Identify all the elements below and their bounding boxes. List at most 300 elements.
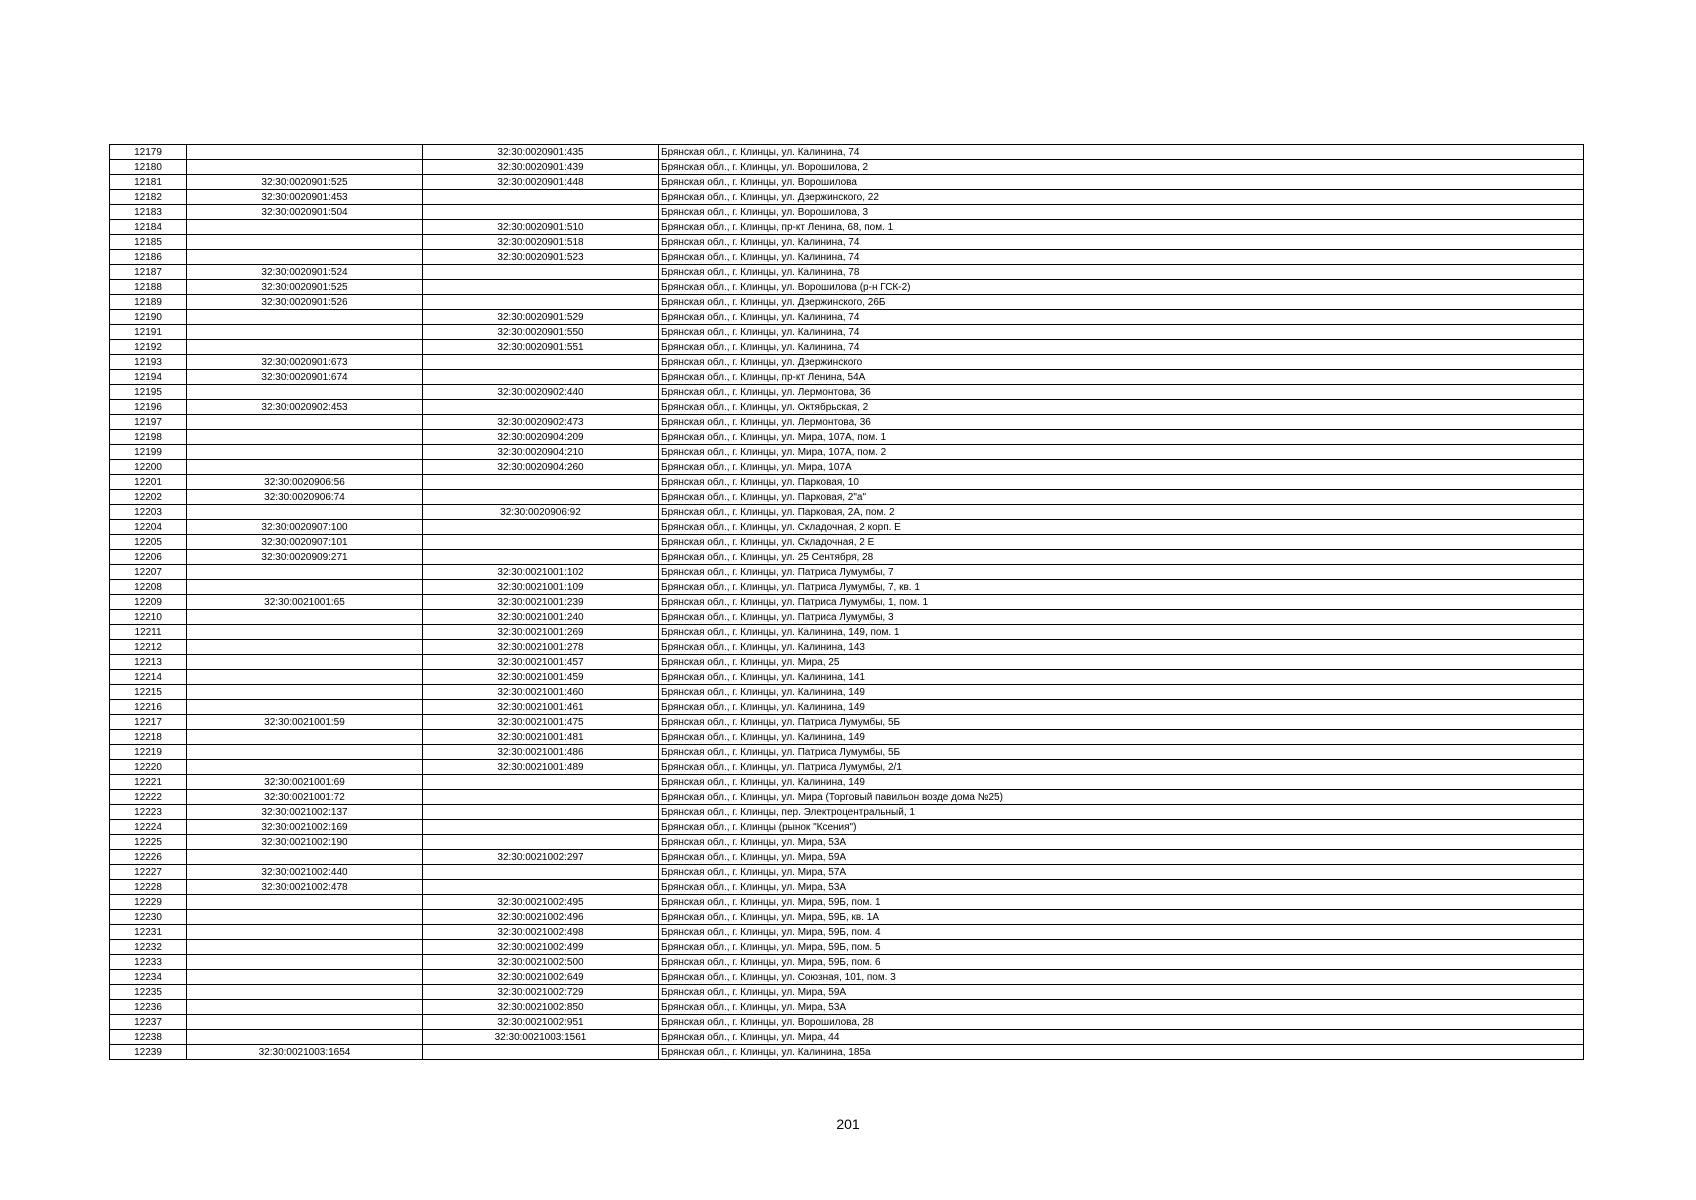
table-row [110,925,1584,940]
page-number: 201 [836,1116,860,1132]
cadastral-number-land-cell: 32:30:0020906:74 [187,490,423,505]
cadastral-number-object-cell: 32:30:0021001:475 [423,715,659,730]
table-row [110,520,1584,535]
address-cell: Брянская обл., г. Клинцы, ул. Калинина, 74 [659,340,1584,355]
table-row [110,1030,1584,1045]
cadastral-number-object-cell: 32:30:0021001:460 [423,685,659,700]
row-number-cell: 12196 [110,400,187,415]
cadastral-number-object-cell: 32:30:0021001:486 [423,745,659,760]
cadastral-number-object-cell: 32:30:0020906:92 [423,505,659,520]
table-row [110,865,1584,880]
row-number-cell: 12179 [110,145,187,160]
cadastral-number-land-cell: 32:30:0020902:453 [187,400,423,415]
table-row [110,880,1584,895]
row-number-cell: 12229 [110,895,187,910]
cadastral-number-land-cell: 32:30:0020901:453 [187,190,423,205]
address-cell: Брянская обл., г. Клинцы, ул. Ворошилова (р-н ГСК-2) [659,280,1584,295]
row-number-cell: 12202 [110,490,187,505]
cadastral-number-land-cell: 32:30:0020907:101 [187,535,423,550]
cadastral-number-object-cell: 32:30:0020901:518 [423,235,659,250]
table-row [110,580,1584,595]
address-cell: Брянская обл., г. Клинцы, ул. Калинина, 149 [659,730,1584,745]
address-cell: Брянская обл., г. Клинцы, ул. Мира, 57А [659,865,1584,880]
cadastral-number-land-cell [187,505,423,520]
cadastral-number-object-cell: 32:30:0021002:499 [423,940,659,955]
row-number-cell: 12233 [110,955,187,970]
address-cell: Брянская обл., г. Клинцы, ул. Мира, 107А, пом. 2 [659,445,1584,460]
row-number-cell: 12208 [110,580,187,595]
row-number-cell: 12207 [110,565,187,580]
cadastral-number-object-cell [423,475,659,490]
address-cell: Брянская обл., г. Клинцы, пер. Электроцентральный, 1 [659,805,1584,820]
row-number-cell: 12190 [110,310,187,325]
address-cell: Брянская обл., г. Клинцы, ул. Парковая, 2А, пом. 2 [659,505,1584,520]
table-row [110,700,1584,715]
address-cell: Брянская обл., г. Клинцы (рынок "Ксения") [659,820,1584,835]
address-cell: Брянская обл., г. Клинцы, ул. Мира, 107А [659,460,1584,475]
table-row [110,715,1584,730]
cadastral-number-land-cell [187,925,423,940]
table-row [110,625,1584,640]
address-cell: Брянская обл., г. Клинцы, ул. Мира, 59А [659,985,1584,1000]
table-row [110,370,1584,385]
table-row [110,325,1584,340]
cadastral-number-land-cell [187,460,423,475]
cadastral-number-object-cell: 32:30:0021001:481 [423,730,659,745]
address-cell: Брянская обл., г. Клинцы, ул. Калинина, 149, пом. 1 [659,625,1584,640]
table-row [110,895,1584,910]
address-cell: Брянская обл., г. Клинцы, ул. Мира, 59А [659,850,1584,865]
address-cell: Брянская обл., г. Клинцы, ул. Калинина, 143 [659,640,1584,655]
cadastral-number-land-cell [187,385,423,400]
row-number-cell: 12209 [110,595,187,610]
cadastral-number-land-cell [187,250,423,265]
table-row [110,670,1584,685]
table-row [110,445,1584,460]
cadastral-number-object-cell [423,265,659,280]
cadastral-number-land-cell: 32:30:0020901:525 [187,280,423,295]
address-cell: Брянская обл., г. Клинцы, ул. Калинина, 74 [659,310,1584,325]
cadastral-number-land-cell: 32:30:0020909:271 [187,550,423,565]
cadastral-number-land-cell [187,565,423,580]
address-cell: Брянская обл., г. Клинцы, ул. Ворошилова [659,175,1584,190]
cadastral-number-object-cell: 32:30:0021002:500 [423,955,659,970]
cadastral-number-object-cell [423,295,659,310]
cadastral-number-object-cell: 32:30:0021002:496 [423,910,659,925]
cadastral-number-land-cell: 32:30:0021002:137 [187,805,423,820]
table-row [110,175,1584,190]
cadastral-number-object-cell [423,865,659,880]
cadastral-number-object-cell [423,790,659,805]
table-row [110,490,1584,505]
address-cell: Брянская обл., г. Клинцы, ул. Мира, 107А, пом. 1 [659,430,1584,445]
cadastral-number-land-cell [187,685,423,700]
cadastral-number-land-cell: 32:30:0020906:56 [187,475,423,490]
cadastral-number-land-cell [187,325,423,340]
row-number-cell: 12191 [110,325,187,340]
cadastral-number-land-cell [187,625,423,640]
cadastral-number-land-cell [187,310,423,325]
table-row [110,1045,1584,1060]
address-cell: Брянская обл., г. Клинцы, ул. Калинина, 74 [659,145,1584,160]
address-cell: Брянская обл., г. Клинцы, ул. Патриса Лумумбы, 7, кв. 1 [659,580,1584,595]
cadastral-number-object-cell: 32:30:0021001:239 [423,595,659,610]
table-row [110,505,1584,520]
cadastral-number-land-cell: 32:30:0020901:526 [187,295,423,310]
address-cell: Брянская обл., г. Клинцы, ул. Патриса Лумумбы, 1, пом. 1 [659,595,1584,610]
address-cell: Брянская обл., г. Клинцы, ул. Ворошилова, 3 [659,205,1584,220]
row-number-cell: 12212 [110,640,187,655]
row-number-cell: 12230 [110,910,187,925]
address-cell: Брянская обл., г. Клинцы, ул. Складочная, 2 Е [659,535,1584,550]
cadastral-number-object-cell: 32:30:0021002:498 [423,925,659,940]
table-row [110,430,1584,445]
cadastral-number-object-cell: 32:30:0021001:102 [423,565,659,580]
table-row [110,940,1584,955]
address-cell: Брянская обл., г. Клинцы, ул. Калинина, 149 [659,775,1584,790]
row-number-cell: 12237 [110,1015,187,1030]
address-cell: Брянская обл., г. Клинцы, ул. Парковая, 10 [659,475,1584,490]
row-number-cell: 12239 [110,1045,187,1060]
address-cell: Брянская обл., г. Клинцы, ул. Дзержинского, 26Б [659,295,1584,310]
cadastral-number-land-cell: 32:30:0021003:1654 [187,1045,423,1060]
table-row [110,475,1584,490]
row-number-cell: 12232 [110,940,187,955]
table-row [110,835,1584,850]
row-number-cell: 12211 [110,625,187,640]
address-cell: Брянская обл., г. Клинцы, ул. Ворошилова, 2 [659,160,1584,175]
row-number-cell: 12228 [110,880,187,895]
row-number-cell: 12199 [110,445,187,460]
table-row [110,400,1584,415]
cadastral-number-object-cell: 32:30:0021002:649 [423,970,659,985]
cadastral-number-land-cell: 32:30:0021001:59 [187,715,423,730]
cadastral-number-land-cell [187,415,423,430]
cadastral-number-object-cell: 32:30:0020904:210 [423,445,659,460]
address-cell: Брянская обл., г. Клинцы, ул. Октябрьская, 2 [659,400,1584,415]
table-row [110,265,1584,280]
cadastral-number-land-cell [187,640,423,655]
table-row [110,235,1584,250]
row-number-cell: 12221 [110,775,187,790]
cadastral-number-object-cell [423,835,659,850]
table-row [110,340,1584,355]
cadastral-number-object-cell: 32:30:0021001:457 [423,655,659,670]
row-number-cell: 12218 [110,730,187,745]
address-cell: Брянская обл., г. Клинцы, ул. Дзержинского, 22 [659,190,1584,205]
table-row [110,595,1584,610]
table-row [110,310,1584,325]
cadastral-number-land-cell [187,985,423,1000]
cadastral-number-object-cell [423,190,659,205]
table-row [110,250,1584,265]
address-cell: Брянская обл., г. Клинцы, ул. Калинина, 141 [659,670,1584,685]
cadastral-number-object-cell: 32:30:0021002:495 [423,895,659,910]
cadastral-number-object-cell: 32:30:0021002:951 [423,1015,659,1030]
row-number-cell: 12187 [110,265,187,280]
address-cell: Брянская обл., г. Клинцы, ул. Патриса Лумумбы, 5Б [659,745,1584,760]
cadastral-number-land-cell: 32:30:0020901:504 [187,205,423,220]
cadastral-number-object-cell [423,355,659,370]
cadastral-number-object-cell [423,280,659,295]
address-cell: Брянская обл., г. Клинцы, ул. Калинина, 149 [659,700,1584,715]
row-number-cell: 12238 [110,1030,187,1045]
address-cell: Брянская обл., г. Клинцы, ул. Калинина, 78 [659,265,1584,280]
row-number-cell: 12205 [110,535,187,550]
cadastral-number-land-cell: 32:30:0021002:478 [187,880,423,895]
cadastral-number-land-cell [187,760,423,775]
cadastral-number-object-cell: 32:30:0021001:489 [423,760,659,775]
row-number-cell: 12226 [110,850,187,865]
table-row [110,190,1584,205]
address-cell: Брянская обл., г. Клинцы, ул. Мира, 59Б, пом. 5 [659,940,1584,955]
cadastral-number-object-cell: 32:30:0020901:523 [423,250,659,265]
cadastral-number-land-cell: 32:30:0021001:72 [187,790,423,805]
cadastral-number-land-cell [187,220,423,235]
row-number-cell: 12192 [110,340,187,355]
cadastral-number-land-cell [187,430,423,445]
address-cell: Брянская обл., г. Клинцы, ул. Дзержинского [659,355,1584,370]
cadastral-number-land-cell [187,910,423,925]
cadastral-number-object-cell: 32:30:0021003:1561 [423,1030,659,1045]
cadastral-number-land-cell [187,940,423,955]
table-row [110,775,1584,790]
cadastral-number-land-cell: 32:30:0021002:440 [187,865,423,880]
cadastral-number-object-cell: 32:30:0021001:461 [423,700,659,715]
row-number-cell: 12225 [110,835,187,850]
table-row [110,415,1584,430]
cadastral-number-land-cell [187,655,423,670]
cadastral-number-object-cell [423,820,659,835]
cadastral-number-object-cell: 32:30:0021002:850 [423,1000,659,1015]
row-number-cell: 12193 [110,355,187,370]
cadastral-number-land-cell: 32:30:0020901:525 [187,175,423,190]
cadastral-number-object-cell [423,490,659,505]
table-row [110,385,1584,400]
address-cell: Брянская обл., г. Клинцы, ул. Лермонтова, 36 [659,385,1584,400]
table-row [110,565,1584,580]
row-number-cell: 12213 [110,655,187,670]
cadastral-number-object-cell [423,550,659,565]
address-cell: Брянская обл., г. Клинцы, ул. Лермонтова, 36 [659,415,1584,430]
cadastral-number-land-cell [187,235,423,250]
cadastral-number-land-cell [187,730,423,745]
cadastral-number-object-cell: 32:30:0021001:269 [423,625,659,640]
address-cell: Брянская обл., г. Клинцы, ул. Калинина, 74 [659,325,1584,340]
table-row [110,850,1584,865]
row-number-cell: 12214 [110,670,187,685]
row-number-cell: 12235 [110,985,187,1000]
table-row [110,970,1584,985]
cadastral-number-land-cell [187,955,423,970]
address-cell: Брянская обл., г. Клинцы, ул. Мира, 59Б, пом. 6 [659,955,1584,970]
table-row [110,790,1584,805]
address-cell: Брянская обл., г. Клинцы, ул. Патриса Лумумбы, 2/1 [659,760,1584,775]
registry-table-body [110,145,1584,1060]
table-row [110,355,1584,370]
address-cell: Брянская обл., г. Клинцы, ул. Союзная, 101, пом. 3 [659,970,1584,985]
cadastral-number-land-cell [187,1000,423,1015]
address-cell: Брянская обл., г. Клинцы, ул. Мира, 59Б, пом. 4 [659,925,1584,940]
row-number-cell: 12219 [110,745,187,760]
table-row [110,160,1584,175]
row-number-cell: 12234 [110,970,187,985]
cadastral-number-land-cell [187,145,423,160]
row-number-cell: 12197 [110,415,187,430]
table-row [110,280,1584,295]
cadastral-number-object-cell: 32:30:0020901:439 [423,160,659,175]
cadastral-number-land-cell [187,850,423,865]
cadastral-number-object-cell: 32:30:0021002:729 [423,985,659,1000]
cadastral-number-land-cell [187,1015,423,1030]
row-number-cell: 12201 [110,475,187,490]
row-number-cell: 12194 [110,370,187,385]
cadastral-number-land-cell: 32:30:0020901:674 [187,370,423,385]
row-number-cell: 12236 [110,1000,187,1015]
cadastral-number-land-cell [187,895,423,910]
table-row [110,910,1584,925]
cadastral-number-land-cell [187,580,423,595]
cadastral-number-object-cell: 32:30:0021001:240 [423,610,659,625]
address-cell: Брянская обл., г. Клинцы, ул. Мира, 53А [659,880,1584,895]
registry-table [109,144,1584,1060]
row-number-cell: 12185 [110,235,187,250]
cadastral-number-object-cell: 32:30:0021002:297 [423,850,659,865]
address-cell: Брянская обл., г. Клинцы, ул. Мира, 25 [659,655,1584,670]
address-cell: Брянская обл., г. Клинцы, ул. Патриса Лумумбы, 5Б [659,715,1584,730]
cadastral-number-object-cell: 32:30:0020901:435 [423,145,659,160]
cadastral-number-object-cell [423,880,659,895]
address-cell: Брянская обл., г. Клинцы, ул. 25 Сентября, 28 [659,550,1584,565]
row-number-cell: 12215 [110,685,187,700]
table-row [110,205,1584,220]
table-row [110,535,1584,550]
row-number-cell: 12184 [110,220,187,235]
row-number-cell: 12195 [110,385,187,400]
address-cell: Брянская обл., г. Клинцы, ул. Мира, 59Б, пом. 1 [659,895,1584,910]
table-row [110,805,1584,820]
row-number-cell: 12224 [110,820,187,835]
table-row [110,985,1584,1000]
table-row [110,460,1584,475]
row-number-cell: 12180 [110,160,187,175]
cadastral-number-object-cell: 32:30:0020904:260 [423,460,659,475]
cadastral-number-land-cell [187,445,423,460]
row-number-cell: 12206 [110,550,187,565]
cadastral-number-land-cell: 32:30:0021001:69 [187,775,423,790]
row-number-cell: 12223 [110,805,187,820]
cadastral-number-land-cell [187,970,423,985]
cadastral-number-object-cell [423,400,659,415]
cadastral-number-land-cell [187,160,423,175]
row-number-cell: 12220 [110,760,187,775]
address-cell: Брянская обл., г. Клинцы, ул. Патриса Лумумбы, 7 [659,565,1584,580]
cadastral-number-object-cell: 32:30:0021001:109 [423,580,659,595]
address-cell: Брянская обл., г. Клинцы, ул. Мира, 59Б, кв. 1А [659,910,1584,925]
cadastral-number-object-cell [423,535,659,550]
address-cell: Брянская обл., г. Клинцы, пр-кт Ленина, 54А [659,370,1584,385]
row-number-cell: 12216 [110,700,187,715]
address-cell: Брянская обл., г. Клинцы, ул. Мира, 53А [659,1000,1584,1015]
cadastral-number-object-cell: 32:30:0020902:440 [423,385,659,400]
cadastral-number-object-cell [423,520,659,535]
cadastral-number-land-cell [187,700,423,715]
cadastral-number-object-cell: 32:30:0021001:459 [423,670,659,685]
cadastral-number-object-cell: 32:30:0020901:550 [423,325,659,340]
row-number-cell: 12188 [110,280,187,295]
cadastral-number-object-cell: 32:30:0020902:473 [423,415,659,430]
row-number-cell: 12182 [110,190,187,205]
row-number-cell: 12203 [110,505,187,520]
table-row [110,955,1584,970]
row-number-cell: 12183 [110,205,187,220]
table-row [110,760,1584,775]
cadastral-number-land-cell: 32:30:0020901:673 [187,355,423,370]
cadastral-number-object-cell: 32:30:0020901:448 [423,175,659,190]
row-number-cell: 12198 [110,430,187,445]
cadastral-number-land-cell: 32:30:0021002:190 [187,835,423,850]
address-cell: Брянская обл., г. Клинцы, ул. Мира (Торговый павильон возде дома №25) [659,790,1584,805]
address-cell: Брянская обл., г. Клинцы, ул. Мира, 53А [659,835,1584,850]
cadastral-number-object-cell [423,370,659,385]
address-cell: Брянская обл., г. Клинцы, ул. Калинина, 74 [659,250,1584,265]
row-number-cell: 12231 [110,925,187,940]
row-number-cell: 12189 [110,295,187,310]
row-number-cell: 12181 [110,175,187,190]
table-row [110,1000,1584,1015]
cadastral-number-land-cell: 32:30:0021002:169 [187,820,423,835]
cadastral-number-object-cell: 32:30:0020904:209 [423,430,659,445]
cadastral-number-object-cell [423,205,659,220]
address-cell: Брянская обл., г. Клинцы, ул. Калинина, 74 [659,235,1584,250]
table-row [110,295,1584,310]
row-number-cell: 12186 [110,250,187,265]
cadastral-number-object-cell: 32:30:0020901:510 [423,220,659,235]
cadastral-number-object-cell [423,1045,659,1060]
cadastral-number-land-cell [187,610,423,625]
cadastral-number-land-cell: 32:30:0021001:65 [187,595,423,610]
table-row [110,550,1584,565]
address-cell: Брянская обл., г. Клинцы, ул. Калинина, 185а [659,1045,1584,1060]
table-row [110,610,1584,625]
address-cell: Брянская обл., г. Клинцы, ул. Ворошилова, 28 [659,1015,1584,1030]
table-row [110,1015,1584,1030]
cadastral-number-object-cell [423,775,659,790]
table-row [110,730,1584,745]
address-cell: Брянская обл., г. Клинцы, ул. Калинина, 149 [659,685,1584,700]
address-cell: Брянская обл., г. Клинцы, ул. Патриса Лумумбы, 3 [659,610,1584,625]
row-number-cell: 12217 [110,715,187,730]
cadastral-number-object-cell: 32:30:0020901:529 [423,310,659,325]
address-cell: Брянская обл., г. Клинцы, пр-кт Ленина, 68, пом. 1 [659,220,1584,235]
table-row [110,640,1584,655]
row-number-cell: 12200 [110,460,187,475]
table-row [110,820,1584,835]
table-row [110,145,1584,160]
cadastral-number-land-cell [187,745,423,760]
row-number-cell: 12227 [110,865,187,880]
cadastral-number-object-cell [423,805,659,820]
row-number-cell: 12204 [110,520,187,535]
row-number-cell: 12222 [110,790,187,805]
cadastral-number-object-cell: 32:30:0020901:551 [423,340,659,355]
table-row [110,220,1584,235]
table-row [110,685,1584,700]
cadastral-number-land-cell [187,1030,423,1045]
address-cell: Брянская обл., г. Клинцы, ул. Складочная, 2 корп. Е [659,520,1584,535]
table-row [110,745,1584,760]
cadastral-number-object-cell: 32:30:0021001:278 [423,640,659,655]
